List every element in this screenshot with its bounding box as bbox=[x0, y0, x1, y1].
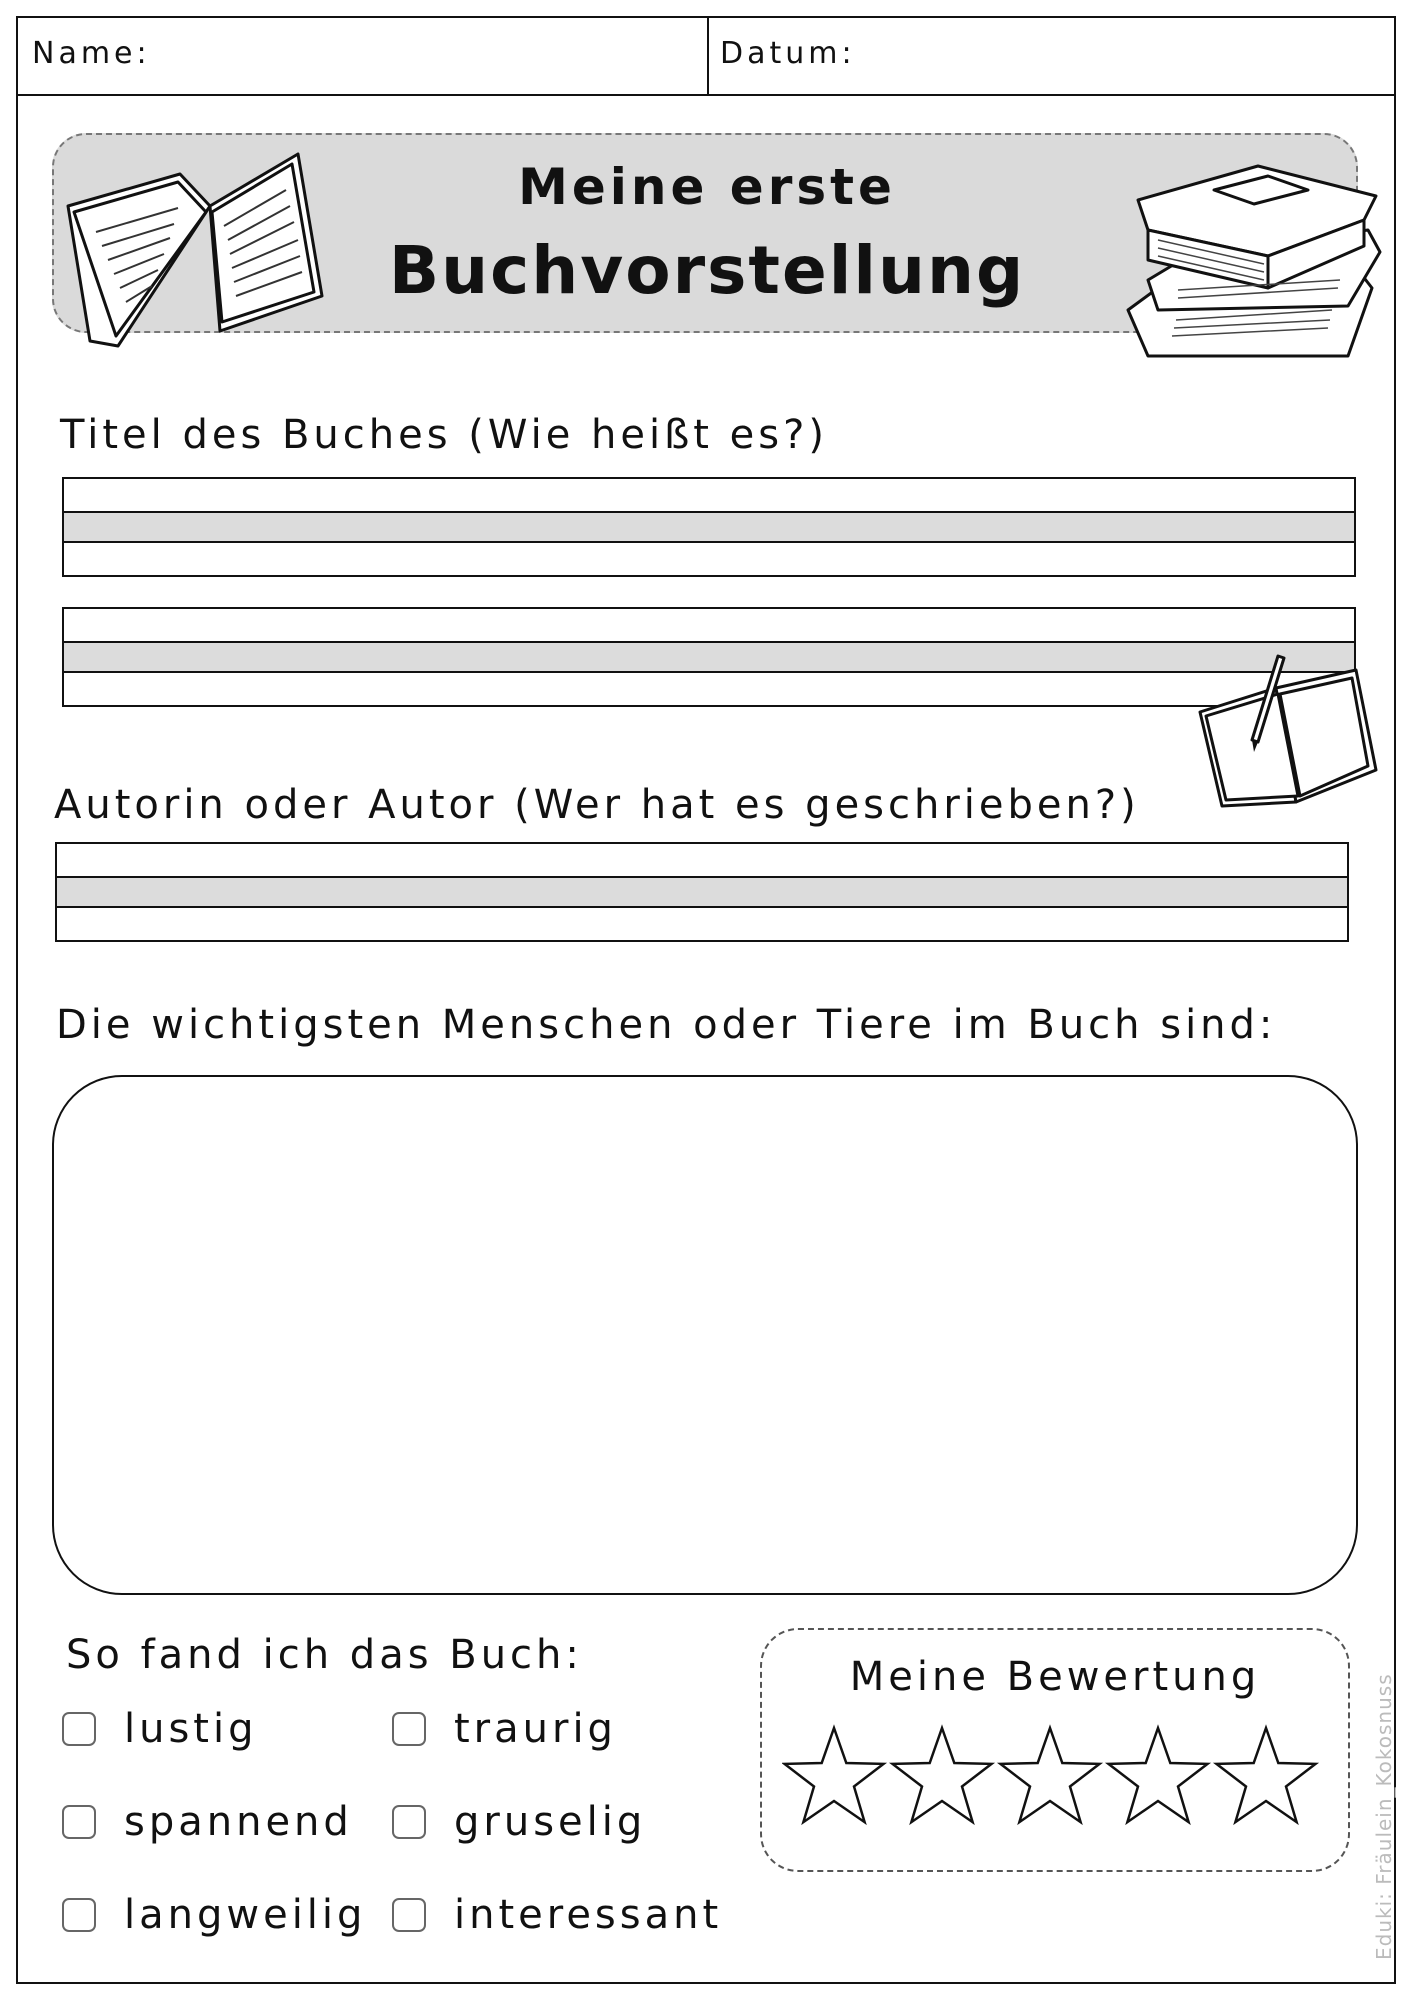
checkbox[interactable] bbox=[62, 1712, 96, 1746]
option-traurig[interactable] bbox=[392, 1707, 617, 1751]
option-label: traurig bbox=[454, 1706, 617, 1752]
rating-stars bbox=[782, 1722, 1334, 1834]
rating-star-1[interactable] bbox=[785, 1728, 884, 1822]
writing-band bbox=[57, 876, 1347, 908]
checkbox[interactable] bbox=[62, 1898, 96, 1932]
option-label: spannend bbox=[124, 1799, 353, 1845]
watermark: Eduki: Fräulein_Kokosnuss bbox=[1372, 1673, 1396, 1960]
characters-answer-box[interactable] bbox=[52, 1075, 1358, 1595]
option-gruselig[interactable] bbox=[392, 1800, 646, 1844]
book-title-label bbox=[60, 412, 828, 458]
banner-title-line2: Buchvorstellung bbox=[388, 232, 1026, 309]
rating-star-2[interactable] bbox=[893, 1728, 992, 1822]
option-spannend[interactable] bbox=[62, 1800, 353, 1844]
checkbox[interactable] bbox=[62, 1805, 96, 1839]
option-label: langweilig bbox=[124, 1892, 367, 1938]
date-label: Datum: bbox=[720, 36, 856, 71]
rating-star-4[interactable] bbox=[1109, 1728, 1208, 1822]
opinion-label: So fand ich das Buch: bbox=[66, 1632, 583, 1678]
book-pencil-icon bbox=[1196, 652, 1380, 812]
option-langweilig[interactable] bbox=[62, 1893, 366, 1937]
book-title-label-text: Titel des Buches bbox=[60, 412, 452, 458]
writing-band bbox=[64, 511, 1354, 543]
option-label: gruselig bbox=[454, 1799, 647, 1845]
book-title-line-2[interactable] bbox=[62, 607, 1356, 707]
rating-star-3[interactable] bbox=[1001, 1728, 1100, 1822]
book-title-line-1[interactable] bbox=[62, 477, 1356, 577]
header-divider bbox=[707, 18, 709, 96]
rating-star-5[interactable] bbox=[1217, 1728, 1316, 1822]
header-row bbox=[18, 18, 1394, 96]
option-label: lustig bbox=[124, 1706, 258, 1752]
option-interessant[interactable] bbox=[392, 1893, 722, 1937]
option-lustig[interactable] bbox=[62, 1707, 258, 1751]
banner-title-line1: Meine erste bbox=[518, 158, 896, 216]
author-hint: (Wer hat es geschrieben?) bbox=[514, 782, 1140, 828]
characters-label: Die wichtigsten Menschen oder Tiere im Buch sind: bbox=[56, 1002, 1277, 1048]
name-label: Name: bbox=[32, 36, 151, 71]
author-line[interactable] bbox=[55, 842, 1349, 942]
checkbox[interactable] bbox=[392, 1898, 426, 1932]
writing-band bbox=[64, 641, 1354, 673]
option-label: interessant bbox=[454, 1892, 723, 1938]
author-label bbox=[54, 782, 1140, 828]
rating-title: Meine Bewertung bbox=[849, 1654, 1261, 1700]
checkbox[interactable] bbox=[392, 1805, 426, 1839]
rating-box bbox=[760, 1628, 1350, 1872]
checkbox[interactable] bbox=[392, 1712, 426, 1746]
book-title-hint: (Wie heißt es?) bbox=[468, 412, 828, 458]
author-label-text: Autorin oder Autor bbox=[54, 782, 498, 828]
